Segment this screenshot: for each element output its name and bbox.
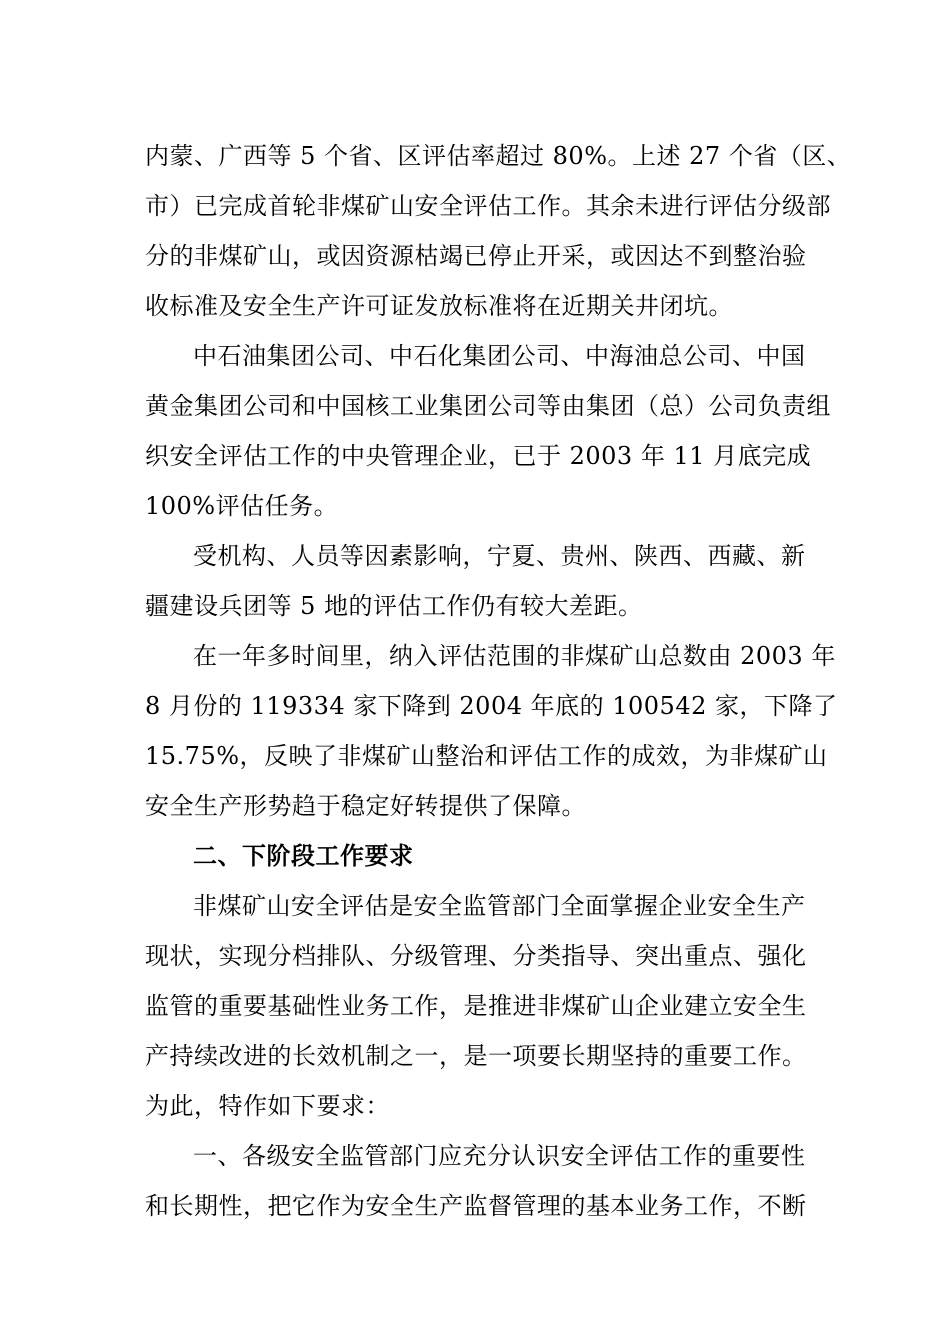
paragraph-5-line-2: 现状，实现分档排队、分级管理、分类指导、突出重点、强化: [145, 942, 807, 970]
paragraph-3-line-1: 受机构、人员等因素影响，宁夏、贵州、陕西、西藏、新: [193, 542, 806, 570]
paragraph-5-line-1: 非煤矿山安全评估是安全监管部门全面掌握企业安全生产: [193, 892, 806, 920]
paragraph-4-line-1: 在一年多时间里，纳入评估范围的非煤矿山总数由 2003 年: [193, 642, 836, 670]
paragraph-4-line-2: 8 月份的 119334 家下降到 2004 年底的 100542 家，下降了: [145, 692, 838, 720]
section-heading: 二、下阶段工作要求: [193, 842, 414, 870]
paragraph-4-line-4: 安全生产形势趋于稳定好转提供了保障。: [145, 792, 586, 820]
paragraph-6-line-2: 和长期性，把它作为安全生产监督管理的基本业务工作，不断: [145, 1192, 807, 1220]
paragraph-1-line-4: 收标准及安全生产许可证发放标准将在近期关井闭坑。: [145, 292, 733, 320]
paragraph-1-line-1: 内蒙、广西等 5 个省、区评估率超过 80%。上述 27 个省（区、: [145, 142, 852, 170]
paragraph-2-line-1: 中石油集团公司、中石化集团公司、中海油总公司、中国: [193, 342, 806, 370]
paragraph-5-line-4: 产持续改进的长效机制之一，是一项要长期坚持的重要工作。: [145, 1042, 807, 1070]
paragraph-5-line-3: 监管的重要基础性业务工作，是推进非煤矿山企业建立安全生: [145, 992, 807, 1020]
paragraph-1-line-3: 分的非煤矿山，或因资源枯竭已停止开采，或因达不到整治验: [145, 242, 807, 270]
paragraph-2-line-3: 织安全评估工作的中央管理企业，已于 2003 年 11 月底完成: [145, 442, 812, 470]
paragraph-6-line-1: 一、各级安全监管部门应充分认识安全评估工作的重要性: [193, 1142, 806, 1170]
paragraph-3-line-2: 疆建设兵团等 5 地的评估工作仍有较大差距。: [145, 592, 643, 620]
paragraph-2-line-4: 100%评估任务。: [145, 492, 339, 520]
paragraph-1-line-2: 市）已完成首轮非煤矿山安全评估工作。其余未进行评估分级部: [145, 192, 831, 220]
paragraph-4-line-3: 15.75%，反映了非煤矿山整治和评估工作的成效，为非煤矿山: [145, 742, 828, 770]
paragraph-2-line-2: 黄金集团公司和中国核工业集团公司等由集团（总）公司负责组: [145, 392, 831, 420]
paragraph-5-line-5: 为此，特作如下要求：: [145, 1092, 390, 1120]
